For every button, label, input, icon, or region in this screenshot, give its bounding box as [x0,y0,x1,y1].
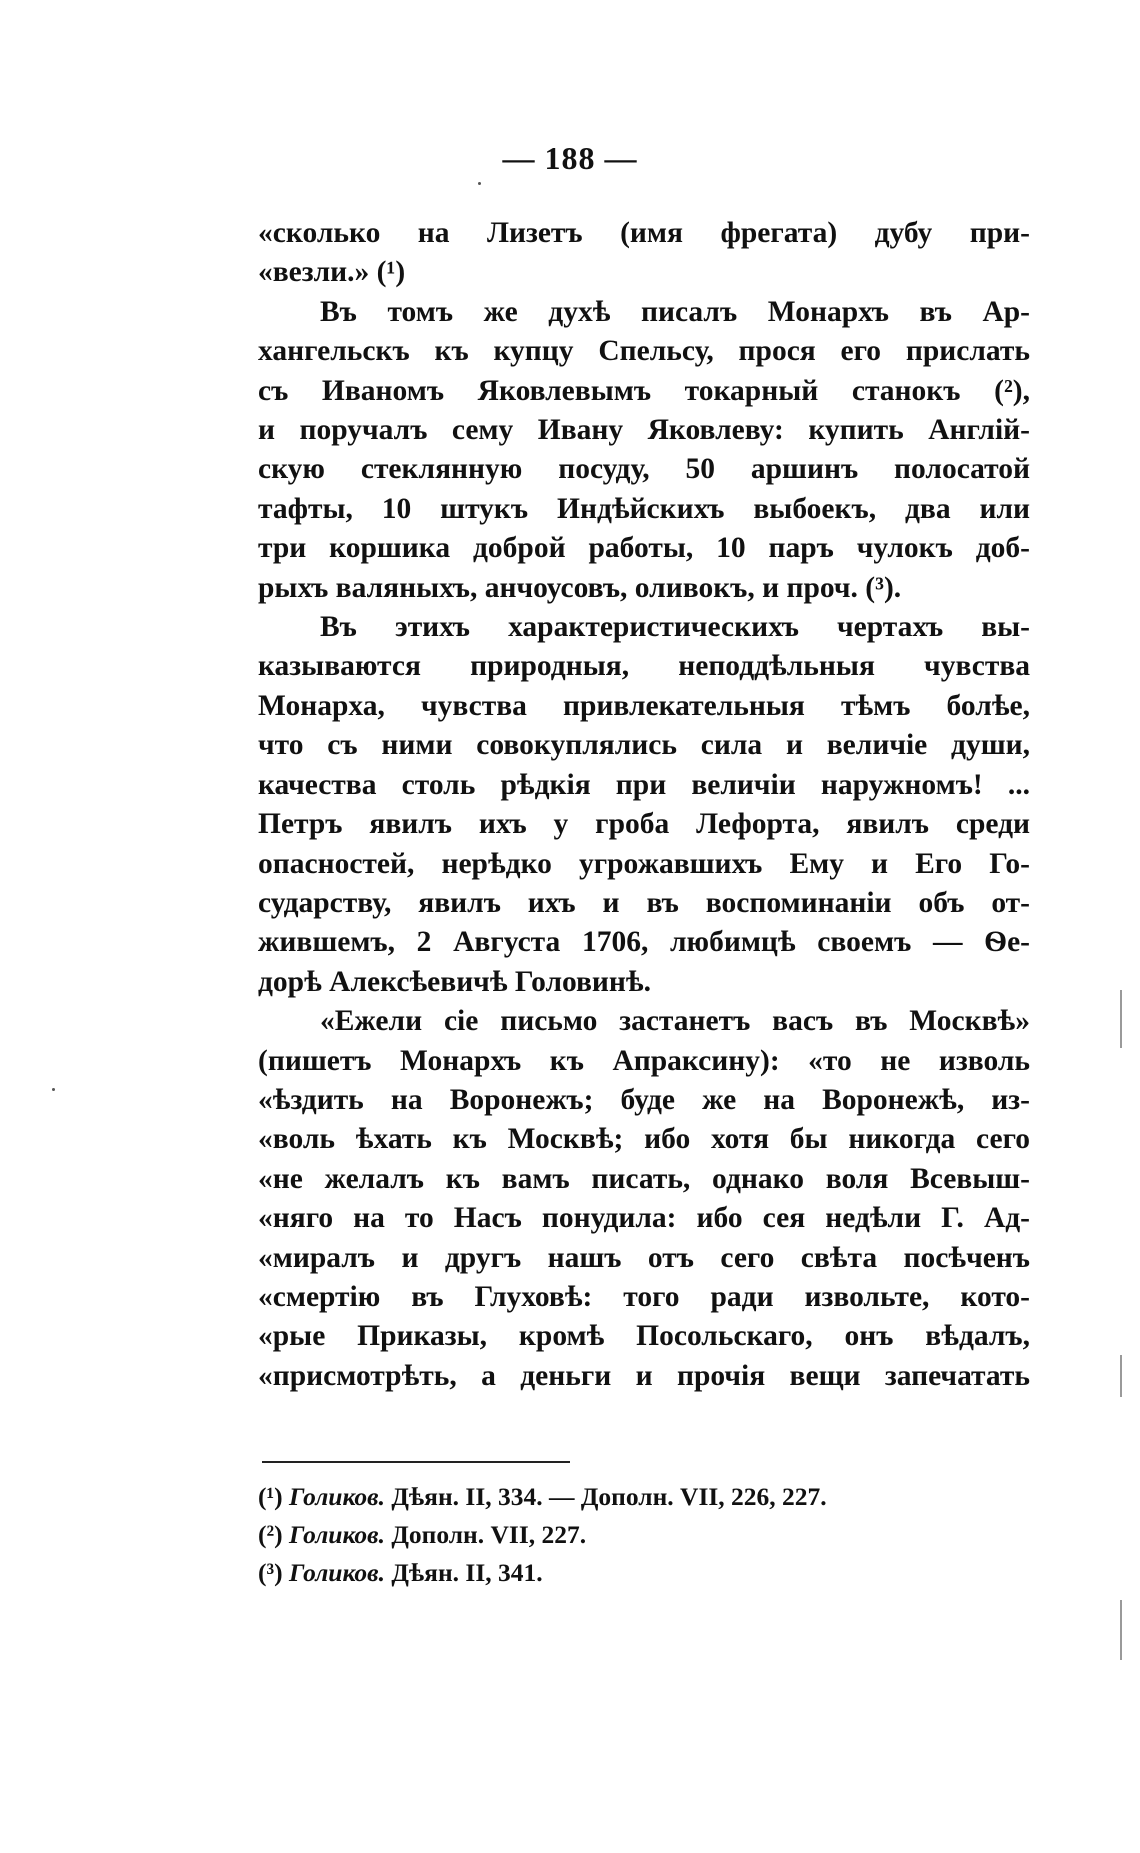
page-number: — 188 — [502,140,638,176]
text-line: дорѣ Алексѣевичѣ Головинѣ. [258,965,652,998]
text-line: рыхъ валяныхъ, анчоусовъ, оливокъ, и проч. (³). [258,571,902,604]
text-line: съ Иваномъ Яковлевымъ токарный станокъ (²), [258,374,1030,407]
footnote [258,1516,1030,1554]
text-line: «везли.» (¹) [258,256,406,289]
footnote-reference: Дѣян. II, 341. [391,1558,543,1587]
text-line: Въ этихъ характеристическихъ чертахъ вы- [320,611,1030,644]
text-line: «рые Приказы, кромѣ Посольскаго, онъ вѣдалъ, [258,1320,1030,1353]
text-line: три коршика доброй работы, 10 паръ чулокъ доб- [258,532,1030,565]
text-line: Монарха, чувства привлекательныя тѣмъ болѣе, [258,689,1030,722]
footnote-author: Голиков. [289,1520,385,1549]
footnote-marker: (¹) [258,1482,283,1511]
text-line: Петръ явилъ ихъ у гроба Лефорта, явилъ среди [258,808,1030,841]
text-line: тафты, 10 штукъ Индѣйскихъ выбоекъ, два или [258,492,1030,525]
margin-mark [1120,990,1122,1048]
text-line: «ѣздить на Воронежъ; буде же на Воронежѣ, из- [258,1083,1030,1116]
text-line: «миралъ и другъ нашъ отъ сего свѣта посѣченъ [258,1241,1030,1274]
text-line: «сколько на Лизетъ (имя фрегата) дубу при- [258,217,1030,249]
text-line: Въ томъ же духѣ писалъ Монархъ въ Ар- [320,295,1030,328]
footnote [258,1554,1030,1592]
footnote-reference: Дополн. VII, 227. [391,1520,587,1549]
text-line: «смертію въ Глуховѣ: того ради извольте, кото- [258,1280,1030,1313]
footnote-author: Голиков. [289,1482,385,1511]
text-line: «присмотрѣть, а деньги и прочія вещи запечатать [258,1359,1030,1392]
page-speck [52,1088,55,1091]
text-line: сударству, явилъ ихъ и въ воспоминаніи объ от- [258,886,1030,919]
text-line: «воль ѣхать къ Москвѣ; ибо хотя бы никогда сего [258,1123,1030,1156]
text-line: скую стеклянную посуду, 50 аршинъ полосатой [258,453,1030,486]
footnote-marker: (³) [258,1558,283,1587]
footnote-marker: (²) [258,1520,283,1549]
margin-mark [1120,1600,1122,1660]
footnote-divider [262,1461,570,1463]
text-line: хангельскъ къ купцу Спельсу, прося его прислать [258,335,1030,368]
footnote-reference: Дѣян. II, 334. — Дополн. VII, 226, 227. [391,1482,827,1511]
footnotes [258,1478,1030,1592]
text-line: (пишетъ Монархъ къ Апраксину): «то не изволь [258,1044,1030,1077]
text-line: что съ ними совокуплялись сила и величіе души, [258,729,1030,762]
text-line: «Ежели сіе письмо застанетъ васъ въ Москвѣ» [320,1005,1030,1038]
text-line: «няго на то Насъ понудила: ибо сея недѣли Г. Ад- [258,1202,1030,1235]
footnote-author: Голиков. [289,1558,385,1587]
text-line: «не желалъ къ вамъ писать, однако воля Всевыш- [258,1162,1030,1195]
body-text [258,214,1030,1396]
text-line: опасностей, нерѣдко угрожавшихъ Ему и Его Го- [258,847,1030,880]
text-line: и поручалъ сему Ивану Яковлеву: купить Англій- [258,414,1030,447]
text-line: казываются природныя, неподдѣльныя чувства [258,650,1030,683]
text-line: жившемъ, 2 Августа 1706, любимцѣ своемъ — Ѳе- [258,926,1030,959]
page-speck [478,182,481,185]
text-line: качества столь рѣдкія при величіи наружномъ! ... [258,768,1030,801]
margin-mark [1120,1355,1122,1397]
footnote [258,1478,1030,1516]
